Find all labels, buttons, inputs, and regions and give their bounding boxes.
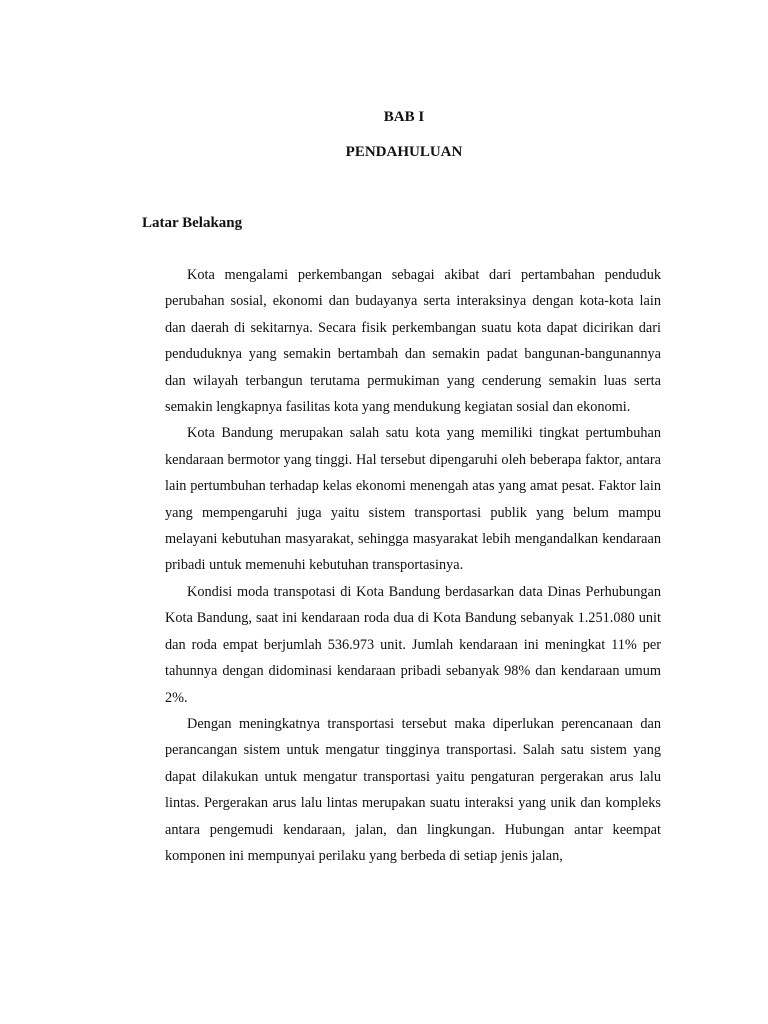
- chapter-title: PENDAHULUAN: [345, 144, 463, 160]
- paragraph: Kota mengalami perkembangan sebagai akibat dari pertambahan penduduk perubahan sosial, ekonomi dan budayanya serta interaksinya dengan kota-kota lain dan daerah di sekitarnya. Secara fisik perkembangan suatu kota dapat dicirikan dari penduduknya yang semakin bertambah dan semakin padat bangunan-bangunannya dan wilayah terbangun terutama permukiman yang cenderung semakin luas serta semakin lengkapnya fasilitas kota yang mendukung kegiatan sosial dan ekonomi.: [165, 267, 661, 416]
- paragraph: Kondisi moda transpotasi di Kota Bandung berdasarkan data Dinas Perhubungan Kota Bandung, saat ini kendaraan roda dua di Kota Bandung sebanyak 1.251.080 unit dan roda empat berjumlah 536.973 unit. Jumlah kendaraan ini meningkat 11% per tahunnya dengan didominasi kendaraan pribadi sebanyak 98% dan kendaraan umum 2%.: [165, 583, 661, 706]
- paragraph: Kota Bandung merupakan salah satu kota yang memiliki tingkat pertumbuhan kendaraan bermotor yang tinggi. Hal tersebut dipengaruhi oleh beberapa faktor, antara lain pertumbuhan terhadap kelas ekonomi menengah atas yang amat pesat. Faktor lain yang mempengaruhi juga yaitu sistem transportasi publik yang belum mampu melayani kebutuhan masyarakat, sehingga masyarakat lebih mengandalkan kendaraan pribadi untuk memenuhi kebutuhan transportasinya.: [165, 425, 661, 574]
- chapter-number: BAB I: [383, 109, 425, 125]
- section-heading: Latar Belakang: [142, 215, 243, 231]
- body-text: [165, 262, 661, 869]
- paragraph: Dengan meningkatnya transportasi tersebut maka diperlukan perencanaan dan perancangan sistem untuk mengatur tingginya transportasi. Salah satu sistem yang dapat dilakukan untuk mengatur transportasi yaitu pengaturan pergerakan arus lalu lintas. Pergerakan arus lalu lintas merupakan suatu interaksi yang unik dan kompleks antara pengemudi kendaraan, jalan, dan lingkungan. Hubungan antar keempat komponen ini mempunyai perilaku yang berbeda di setiap jenis jalan,: [165, 715, 661, 864]
